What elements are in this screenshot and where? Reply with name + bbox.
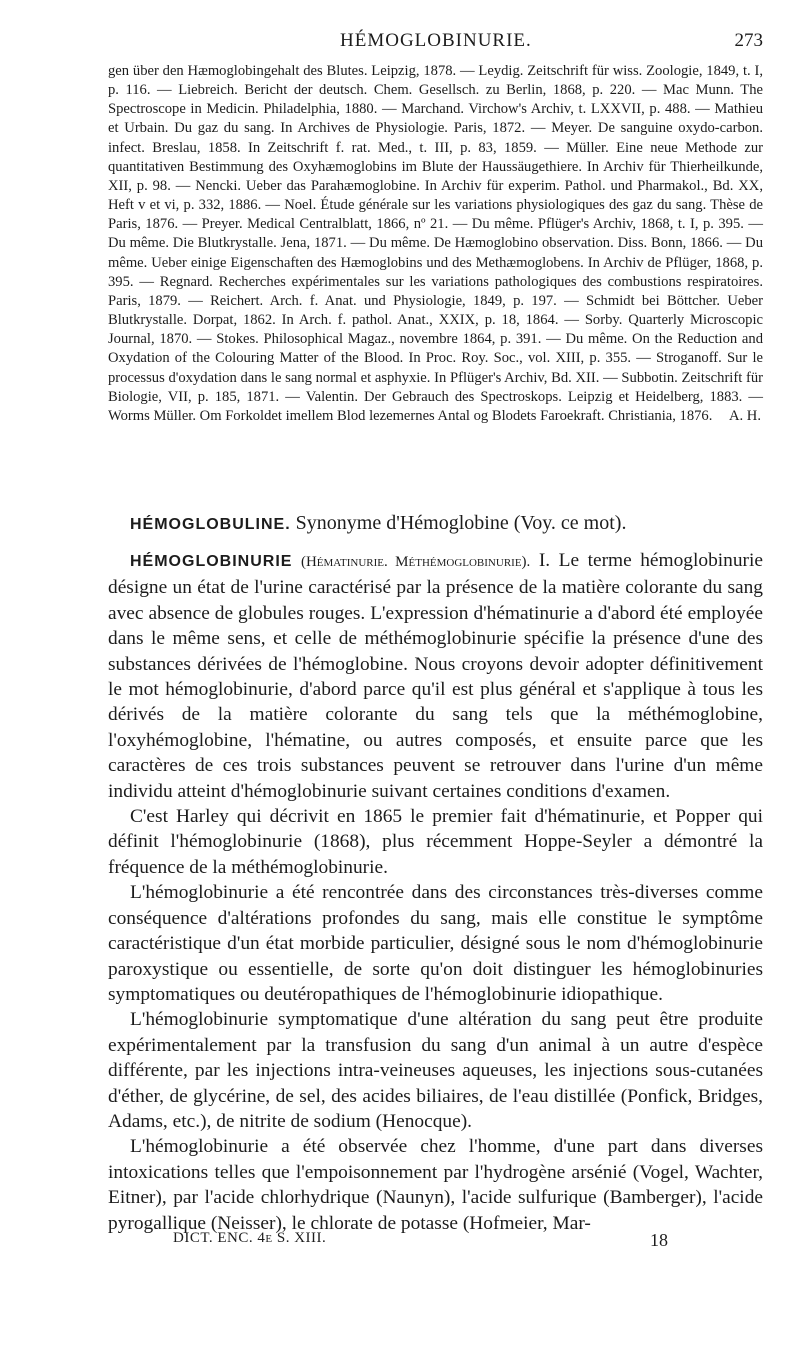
entry-text: Synonyme d'Hémoglobine (Voy. ce mot). bbox=[295, 512, 627, 534]
author-signature: A. H. bbox=[728, 407, 761, 424]
bibliography-text: gen über den Hæmoglobingehalt des Blutes. Leipzig, 1878. — Leydig. Zeitschrift für wiss. Zoologie, 1849, t. I, p. 116. — Liebreich. Bericht der deutsch. Chem. Gesellsch. zu Berlin, 1868, p. 220. — Mac Munn. The Spectroscope in Medicin. Philadelphia, 1880. — Marchand. Virchow's Archiv, t. LXXVII, p. 488. — Mathieu et Urbain. Du gaz du sang. In Archives de Physiologie. Paris, 1872. — Meyer. De sanguine oxydo-carbon. infect. Breslau, 1858. In Zeitschrift f. rat. Med., t. III, p. 83, 1859. — Müller. Eine neue Methode zur quantitativen Bestimmung des Oxyhæmoglobins im Blute der Haussäugethiere. In Archiv für Thierheilkunde, XII, p. 98. — Nencki. Ueber das Parahæmoglobine. In Archiv für experim. Pathol. und Pharmakol., Bd. XX, Heft v et vi, p. 332, 1886. — Noel. Étude générale sur les variations physiologiques des gaz du sang. Thèse de Paris, 1876. — Preyer. Medical Centralblatt, 1866, nº 21. — Du même. Pflüger's Archiv, 1868, t. I, p. 395. — Du même. Die Blutkrystalle. Jena, 1871. — Du même. De Hæmoglobino observation. Diss. Bonn, 1866. — Du même. Ueber einige Eigenschaften des Hæmoglobins und des Methæmoglobens. In Archiv de Pflüger, 1868, p. 395. — Regnard. Recherches expérimentales sur les variations pathologiques des combustions respiratoires. Paris, 1879. — Reichert. Arch. f. Anat. und Physiologie, 1849, p. 197. — Schmidt bei Böttcher. Ueber Blutkrystalle. Dorpat, 1862. In Arch. f. pathol. Anat., XXIX, p. 18, 1864. — Sorby. Quarterly Microscopic Journal, 1870. — Stokes. Philosophical Magaz., novembre 1864, p. 391. — Du même. On the Reduction and Oxydation of the Colouring Matter of the Blood. In Proc. Roy. Soc., vol. XIII, p. 355. — Stroganoff. Sur le processus d'oxydation dans le sang normal et asphyxie. In Pflüger's Archiv, Bd. XII. — Subbotin. Zeitschrift für Biologie, VII, p. 185, 1871. — Valentin. Der Gebrauch des Spectroskops. Leipzig et Heidelberg, 1883. — Worms Müller. Om Forkoldet imellem Blod lezemernes Antal og Blodets Faroekraft. Christiania, 1876. A. H. bbox=[108, 62, 763, 426]
paragraph: L'hémoglobinurie symptomatique d'une altération du sang peut être produite expérimentalement par la transfusion du sang d'un animal à un autre d'espèce différente, par les injections intra-veineuses aqueuses, les injections sous-cutanées d'éther, de glycérine, de sel, des acides biliaires, de l'eau distillée (Ponfick, Bridges, Adams, etc.), de nitrite de sodium (Henocque). bbox=[108, 1009, 763, 1132]
page-header bbox=[108, 30, 763, 54]
paragraph: HÉMOGLOBINURIE (Hématinurie. Méthémoglobinurie). I. Le terme hémoglobinurie désigne un état de l'urine caractérisé par la présence de la matière colorante du sang avec absence de globules rouges. L'expression d'hématinurie a d'abord été employée dans le même sens, et celle de méthémoglobinurie spécifie la présence d'une des substances dérivées de l'hémoglobine. Nous croyons devoir adopter définitivement le mot hémoglobinurie, d'abord parce qu'il est plus général et s'applique à tous les dérivés de la matière colorante du sang tels que la méthémoglobine, l'oxyhémoglobine, l'hématine, ou autres composés, et ensuite parce que les caractères de ces trois substances peuvent se retrouver dans l'urine d'un même individu atteint d'hémoglobinurie suivant certaines conditions d'examen. bbox=[108, 550, 763, 802]
page-number: 273 bbox=[734, 30, 763, 51]
entry-hemoglobinurie bbox=[108, 548, 763, 1236]
bibliography-block bbox=[108, 62, 763, 426]
headword: HÉMOGLOBULINE. bbox=[130, 516, 291, 533]
page-footer bbox=[108, 1230, 668, 1254]
running-title: HÉMOGLOBINURIE. bbox=[340, 30, 532, 51]
paragraph: C'est Harley qui décrivit en 1865 le premier fait d'hématinurie, et Popper qui définit l'hémoglobinurie (1868), plus récemment Hoppe-Seyler a démontré la fréquence de la méthémoglobinurie. bbox=[108, 806, 763, 878]
entry-hemoglobuline bbox=[108, 510, 763, 538]
signature-mark: DICT. ENC. 4e S. XIII. bbox=[173, 1230, 327, 1246]
paragraph: L'hémoglobinurie a été observée chez l'homme, d'une part dans diverses intoxications telles que l'empoisonnement par l'hydrogène arsénié (Vogel, Wachter, Eitner), par l'acide chlorhydrique (Naunyn), l'acide sulfurique (Bamberger), l'acide pyrogallique (Neisser), le chlorate de potasse (Hofmeier, Mar- bbox=[108, 1136, 763, 1234]
headword: HÉMOGLOBINURIE bbox=[130, 553, 293, 570]
sheet-number: 18 bbox=[650, 1230, 668, 1250]
synonyms: (Hématinurie. Méthémoglobinurie). bbox=[300, 554, 531, 570]
paragraph: L'hémoglobinurie a été rencontrée dans des circonstances très-diverses comme conséquence d'altérations profondes du sang, mais elle constitue le symptôme caractéristique d'un état morbide particulier, désigné sous le nom d'hémoglobinurie paroxystique ou essentielle, de sorte qu'on doit distinguer les hémoglobinuries symptomatiques ou deutéropathiques de l'hémoglobinurie idiopathique. bbox=[108, 882, 763, 1005]
